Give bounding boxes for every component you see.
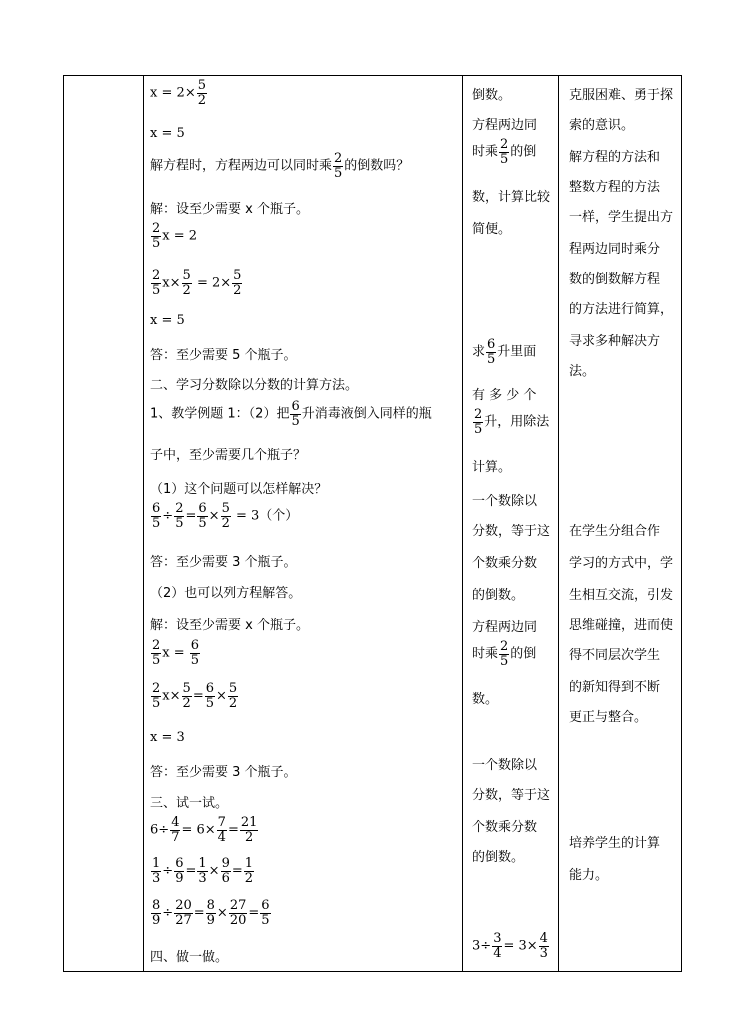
note-text: 数，计算比较 bbox=[472, 190, 551, 205]
intent-text: 生相互交流，引发 bbox=[569, 588, 674, 603]
intent-text: 培养学生的计算 bbox=[569, 836, 661, 851]
equation-line: $\frac{8}{9}$ ÷ $\frac{20}{27}$ = $\frac{8}{9}$ × $\frac{27}{20}$ = $\frac{6}{5}$ bbox=[152, 898, 270, 928]
column-divider bbox=[462, 76, 463, 971]
equation-line: x = 2× $\frac{5}{2}$ bbox=[150, 78, 206, 108]
intent-text: 更正与整合。 bbox=[569, 710, 648, 725]
intent-text: 解方程的方法和 bbox=[569, 150, 661, 165]
equation-line: x = 3 bbox=[150, 730, 185, 745]
note-text: 的倒数。 bbox=[472, 850, 525, 865]
notes-column bbox=[464, 76, 559, 971]
equation-line: $\frac{6}{5}$ ÷ $\frac{2}{5}$ = $\frac{6}{5}$ × $\frac{5}{2}$ = 3（个） bbox=[152, 501, 299, 531]
intent-text: 思维碰撞，进而使 bbox=[569, 618, 674, 633]
example-text: 子中，至少需要几个瓶子？ bbox=[150, 448, 307, 463]
intent-text: 的方法进行简算， bbox=[569, 302, 674, 317]
intent-text: 的新知得到不断 bbox=[569, 680, 661, 695]
note-text: 分数，等于这 bbox=[472, 788, 551, 803]
intent-text: 在学生分组合作 bbox=[569, 524, 661, 539]
note-text: 倒数。 bbox=[472, 88, 512, 103]
note-text: 简便。 bbox=[472, 222, 512, 237]
intent-text: 得不同层次学生 bbox=[569, 648, 661, 663]
teaching-content-column bbox=[150, 76, 460, 971]
note-text: 一个数除以 bbox=[472, 494, 538, 509]
equation-line: $\frac{2}{5}$ x = $\frac{6}{5}$ bbox=[152, 638, 200, 668]
intent-text: 一样，学生提出方 bbox=[569, 210, 674, 225]
lesson-table bbox=[63, 75, 682, 972]
intent-text: 整数方程的方法 bbox=[569, 180, 661, 195]
note-text: 一个数除以 bbox=[472, 758, 538, 773]
note-text: 方程两边同 bbox=[472, 620, 538, 635]
equation-line: x = 5 bbox=[150, 126, 185, 141]
note-text: 分数，等于这 bbox=[472, 524, 551, 539]
intent-text: 寻求多种解决方 bbox=[569, 334, 661, 349]
question-text: 解方程时，方程两边可以同时乘 $\frac{2}{5}$ 的倒数吗？ bbox=[150, 151, 410, 181]
intent-text: 学习的方式中，学 bbox=[569, 556, 674, 571]
intent-text: 数的倒数解方程 bbox=[569, 272, 661, 287]
note-text: 个数乘分数 bbox=[472, 820, 538, 835]
intent-text: 程两边同时乘分 bbox=[569, 242, 661, 257]
note-text: 有 多 少 个 bbox=[472, 388, 537, 403]
section-heading: 二、学习分数除以分数的计算方法。 bbox=[150, 378, 359, 393]
equation-line: $\frac{2}{5}$ x = 2 bbox=[152, 221, 198, 251]
note-text: 数。 bbox=[472, 692, 499, 707]
answer-text: 答：至少需要 3 个瓶子。 bbox=[150, 555, 297, 570]
section-heading: 三、试一试。 bbox=[150, 796, 229, 811]
intent-column bbox=[567, 76, 679, 971]
intent-text: 克服困难、勇于探 bbox=[569, 88, 674, 103]
intent-text: 能力。 bbox=[569, 868, 609, 883]
answer-text: 答：至少需要 5 个瓶子。 bbox=[150, 348, 297, 363]
note-text: 计算。 bbox=[472, 460, 512, 475]
note-text: 方程两边同 bbox=[472, 118, 538, 133]
equation-line: $\frac{2}{5}$ x× $\frac{5}{2}$ = $\frac{6}{5}$ × $\frac{5}{2}$ bbox=[152, 681, 238, 711]
answer-text: 答：至少需要 3 个瓶子。 bbox=[150, 765, 297, 780]
example-text: 1、教学例题 1：（2）把 $\frac{6}{5}$ 升消毒液倒入同样的瓶 bbox=[150, 399, 432, 429]
section-heading: 四、做一做。 bbox=[150, 950, 229, 965]
solution-text: 解：设至少需要 x 个瓶子。 bbox=[150, 618, 309, 633]
intent-text: 索的意识。 bbox=[569, 118, 635, 133]
equation-line: $\frac{1}{3}$ ÷ $\frac{6}{9}$ = $\frac{1}{3}$ × $\frac{9}{6}$ = $\frac{1}{2}$ bbox=[152, 856, 254, 886]
equation-line: $\frac{2}{5}$ x× $\frac{5}{2}$ = 2× $\frac{5}{2}$ bbox=[152, 268, 242, 298]
intent-text: 法。 bbox=[569, 364, 596, 379]
note-text: 求 $\frac{6}{5}$ 升里面 bbox=[472, 337, 537, 367]
prompt-text: （1）这个问题可以怎样解决？ bbox=[150, 482, 328, 497]
equation-line: 3÷ $\frac{3}{4}$ = 3× $\frac{4}{3}$ bbox=[472, 931, 548, 961]
column-divider bbox=[143, 76, 144, 971]
note-text: 时乘 $\frac{2}{5}$ 的倒 bbox=[472, 639, 537, 669]
note-text: 的倒数。 bbox=[472, 588, 525, 603]
equation-line: 6÷ $\frac{4}{7}$ = 6× $\frac{7}{4}$ = $\frac{21}{2}$ bbox=[150, 815, 258, 845]
note-text: 个数乘分数 bbox=[472, 556, 538, 571]
prompt-text: （2）也可以列方程解答。 bbox=[150, 586, 302, 601]
solution-text: 解：设至少需要 x 个瓶子。 bbox=[150, 202, 309, 217]
equation-line: x = 5 bbox=[150, 313, 185, 328]
note-text: $\frac{2}{5}$ 升，用除法 bbox=[474, 407, 550, 437]
note-text: 时乘 $\frac{2}{5}$ 的倒 bbox=[472, 137, 537, 167]
